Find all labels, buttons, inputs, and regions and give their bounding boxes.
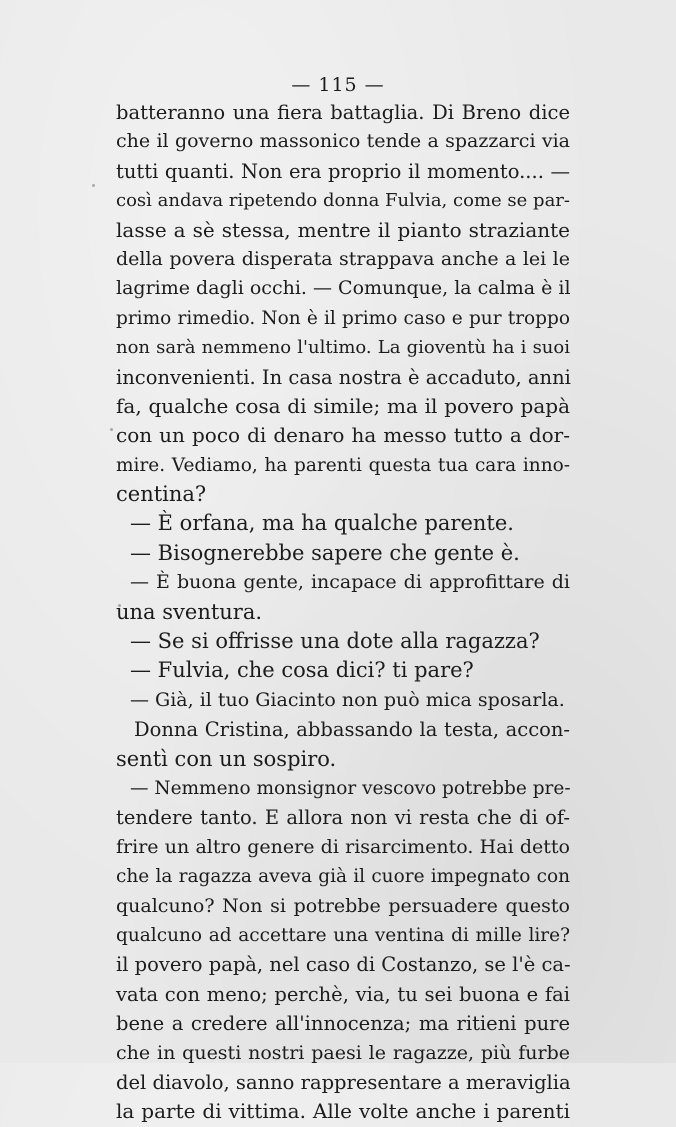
text-line: — Già, il tuo Giacinto non può mica sposarla.	[130, 688, 565, 711]
text-line: che il governo massonico tende a spazzarci via	[116, 130, 570, 153]
text-line: lagrime dagli occhi. — Comunque, la calma è il	[116, 277, 571, 300]
body-text	[116, 98, 570, 1127]
text-line: — Fulvia, che cosa dici? ti pare?	[130, 658, 474, 683]
text-line: sentì con un sospiro.	[116, 746, 337, 771]
text-line: mire. Vediamo, ha parenti questa tua cara inno-	[116, 454, 570, 476]
text-line: inconvenienti. In casa nostra è accaduto, anni	[116, 365, 571, 389]
text-line: con un poco di denaro ha messo tutto a dor-	[116, 423, 570, 448]
text-line: lasse a sè stessa, mentre il pianto straziante	[116, 217, 570, 242]
text-line: tendere tanto. E allora non vi resta che di of-	[116, 806, 570, 830]
text-line: del diavolo, sanno rappresentare a meraviglia	[116, 1070, 571, 1094]
print-speck	[110, 428, 113, 431]
text-line: una sventura.	[116, 599, 263, 624]
text-line: — È orfana, ma ha qualche parente.	[130, 511, 514, 536]
text-line: — È buona gente, incapace di approfittare di	[130, 571, 570, 594]
text-line: fa, qualche cosa di simile; ma il povero papà	[116, 393, 570, 418]
page-number: — 115 —	[291, 74, 385, 96]
text-line: tutti quanti. Non era proprio il momento.... —	[116, 159, 570, 183]
text-line: che in questi nostri paesi le ragazze, più furbe	[116, 1041, 570, 1064]
text-line: non sarà nemmeno l'ultimo. La gioventù ha i suoi	[116, 337, 570, 359]
text-line: — Nemmeno monsignor vescovo potrebbe pre-	[130, 777, 571, 799]
text-line: batteranno una fiera battaglia. Di Breno dice	[116, 101, 570, 124]
text-line: — Bisognerebbe sapere che gente è.	[130, 540, 520, 565]
text-line: — Se si offrisse una dote alla ragazza?	[130, 629, 540, 654]
print-speck	[92, 184, 95, 187]
text-line: vata con meno; perchè, via, tu sei buona e fai	[116, 982, 570, 1006]
text-line: il povero papà, nel caso di Costanzo, se l'è ca-	[116, 953, 571, 977]
text-line: che la ragazza aveva già il cuore impegnato con	[116, 866, 570, 888]
text-line: frire un altro genere di risarcimento. Hai detto	[116, 835, 570, 858]
print-speck	[118, 604, 121, 607]
text-line: centina?	[116, 482, 207, 507]
text-line: primo rimedio. Non è il primo caso e pur troppo	[116, 307, 570, 329]
text-line: Donna Cristina, abbassando la testa, accon-	[134, 718, 570, 742]
text-line: qualcuno ad accettare una ventina di mille lire?	[116, 924, 570, 946]
text-line: della povera disperata strappava anche a lei le	[116, 247, 570, 270]
text-line: bene a credere all'innocenza; ma ritieni pure	[116, 1012, 570, 1036]
text-line: la parte di vittima. Alle volte anche i parenti	[116, 1099, 570, 1124]
text-line: così andava ripetendo donna Fulvia, come se par-	[116, 190, 570, 212]
text-line: qualcuno? Non si potrebbe persuadere questo	[116, 894, 570, 917]
